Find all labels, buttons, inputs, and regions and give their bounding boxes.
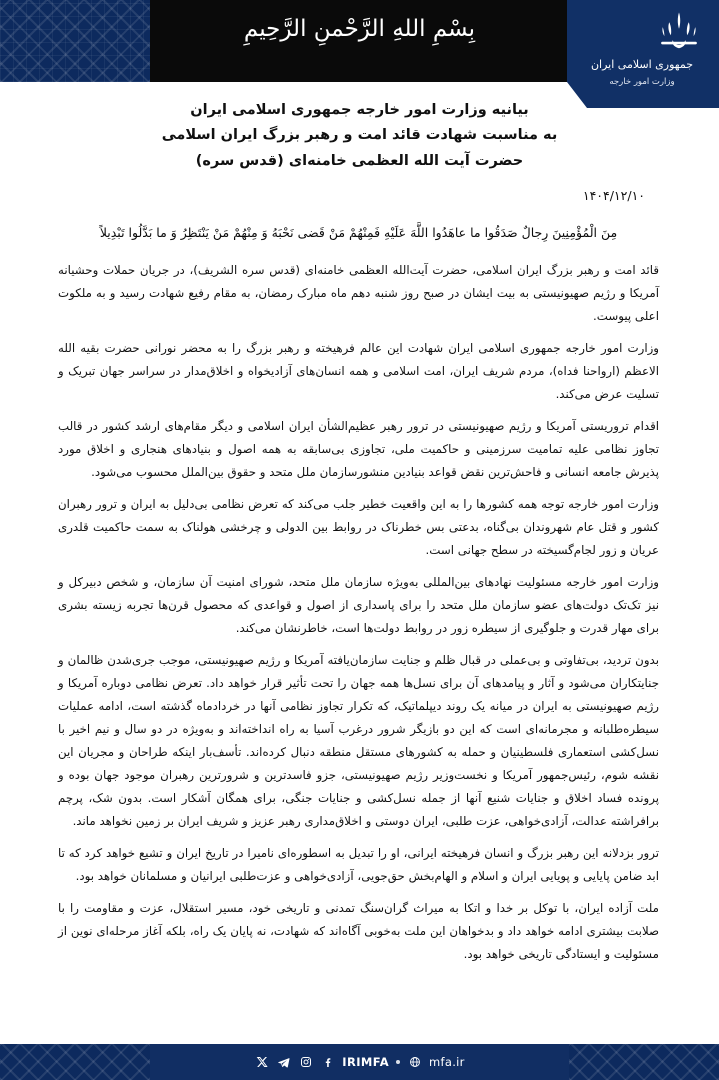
document-body: [0, 221, 719, 966]
emblem-line-ministry: وزارت امور خارجه: [609, 77, 675, 87]
ribbon-fold-decoration: [567, 82, 587, 108]
paragraph: ترور بزدلانه این رهبر بزرگ و انسان فرهیخته ایرانی، او را تبدیل به اسطوره‌ای نامیرا در تاریخ ایران و تشیع خواهد کرد که تا ابد ضامن پایایی و پویایی ایران و اسلام و الهام‌بخش حق‌جویی، آزادی‌خواهی و عزت‌طلبی ایرانیان و مسلمانان خواهد بود.: [58, 845, 659, 883]
globe-icon: [407, 1055, 422, 1070]
x-twitter-icon[interactable]: [254, 1055, 269, 1070]
footer-pattern-left: [0, 1044, 150, 1080]
document-date: ۱۴۰۴/۱۲/۱۰: [582, 188, 645, 204]
social-handle[interactable]: IRIMFA: [342, 1055, 389, 1069]
separator-dot: [396, 1060, 400, 1064]
ministry-emblem-block: [567, 0, 719, 108]
website-url[interactable]: mfa.ir: [429, 1055, 465, 1069]
paragraph: بدون تردید، بی‌تفاوتی و بی‌عملی در قبال ظلم و جنایت سازمان‌یافته آمریکا و رژیم صهیونیستی، موجب جری‌شدن ظالمان و جنایتکاران می‌شود و آثار و پیامدهای آن برای نسل‌ها همه جهان را تحت تأثیر قرار خواهد داد. تعرض نظامی دوباره آمریکا و رژیم صهیونیستی به ایران در میانه یک روند دیپلماتیک، که تکرار تجاوز نظامی آنها در خردادماه گذشته است، ادامه عملیات سیطره‌طلبانه و مجرمانه‌ای است که این دو بازیگر شرور درغرب آسیا به راه انداخته‌اند و به‌ویژه در دو سال و نیم اخیر با نسل‌کشی استعماری فلسطینیان و حمله به کشورهای مستقل منطقه دنبال کرده‌اند. تأسف‌بار اینکه طراحان و مجریان این نقشه شوم، رئیس‌جمهور آمریکا و نخست‌وزیر رژیم صهیونیستی، جزو فاسدترین و شرورترین رهبران موجود جهان بوده و پرونده فساد اخلاق و جنایات شنیع آنها از جمله نسل‌کشی و جنایات جنگی، برای همگان آشکار است. بدون شک، پرچم برافراشته عدالت، آزادی‌خواهی، عزت طلبی، ایران دوستی و اخلاق‌مداری رهبر عزیز و شریف ایران بر زمین نخواهد ماند.: [58, 652, 659, 828]
paragraph: وزارت امور خارجه توجه همه کشورها را به این واقعیت خطیر جلب می‌کند که تعرض نظامی بی‌دلیل به ایران و ترور رهبران کشور و قتل عام شهروندان بی‌گناه، بدعتی بس خطرناک در روابط بین الدولی و چرخشی هولناک به سمت حاکمیت قلدری عریان و زور لجام‌گسیخته در سطح جهانی است.: [58, 496, 659, 557]
facebook-icon[interactable]: [320, 1055, 335, 1070]
emblem-line-country: جمهوری اسلامی ایران: [590, 58, 694, 71]
page-title: [0, 98, 719, 174]
title-line-2: به مناسبت شهادت قائد امت و رهبر بزرگ ایران اسلامی: [161, 127, 558, 144]
page-footer: [0, 1044, 719, 1080]
footer-pattern-right: [569, 1044, 719, 1080]
header-pattern-left: [0, 0, 150, 82]
telegram-icon[interactable]: [276, 1055, 291, 1070]
bismillah-calligraphy: بِسْمِ اللهِ الرَّحْمنِ الرَّحِيمِ: [243, 16, 476, 42]
instagram-icon[interactable]: [298, 1055, 313, 1070]
footer-social-bar: [150, 1044, 569, 1080]
emblem-caption: [573, 58, 711, 87]
paragraph: اقدام تروریستی آمریکا و رژیم صهیونیستی در ترور رهبر عظیم‌الشأن ایران اسلامی و دیگر مقام‌های ارشد کشور در قالب تجاوز نظامی علیه تمامیت سرزمینی و حاکمیت ملی، تجاوزی بی‌سابقه به همه اصول و بنیادهای هنجاری و اخلاق مورد پذیرش جامعه انسانی و فاحش‌ترین نقض قواعد بنیادین منشورسازمان ملل متحد و حقوق بین‌الملل محسوب می‌شود.: [58, 418, 659, 479]
paragraph: ملت آزاده ایران، با توکل بر خدا و اتکا به میراث گران‌سنگ تمدنی و تاریخی خود، مسیر استقلال، عزت و مقاومت را با صلابت بیشتری ادامه خواهد داد و بدخواهان این ملت به‌خوبی آگاه‌اند که شهادت، نه پایان یک راه، بلکه آغاز مرحله‌ای نوین از مسئولیت و ایستادگی تاریخی خواهد بود.: [58, 900, 659, 961]
paragraph: وزارت امور خارجه مسئولیت نهادهای بین‌المللی به‌ویژه سازمان ملل متحد، شورای امنیت آن سازمان، و شخص دبیرکل و نیز تک‌تک دولت‌های عضو سازمان ملل متحد را برای پاسداری از اصول و قواعدی که محصول قرن‌ها تجربه زیسته بشری برای مهار قدرت و جلوگیری از سیطره زور در روابط دولت‌ها است، خاطرنشان می‌کند.: [58, 574, 659, 635]
title-line-3: حضرت آیت الله العظمی خامنه‌ای (قدس سره): [195, 152, 524, 169]
paragraph: قائد امت و رهبر بزرگ ایران اسلامی، حضرت آیت‌الله العظمی خامنه‌ای (قدس سره الشریف)، در جریان حملات وحشیانه آمریکا و رژیم صهیونیستی به بیت ایشان در صبح روز شنبه دهم ماه مبارک رمضان، به مقام رفیع شهادت رسید و به ملکوت اعلی پیوست.: [58, 262, 659, 323]
iran-emblem-icon: [653, 6, 705, 58]
paragraph: وزارت امور خارجه جمهوری اسلامی ایران شهادت این عالم فرهیخته و رهبر بزرگ را به محضر نورانی حضرت بقیه الله الاعظم (ارواحنا فداه)، مردم شریف ایران، امت اسلامی و همه انسان‌های آزادیخواه و اخلاق‌مدار در سراسر جهان تبریک و تسلیت عرض می‌کند.: [58, 340, 659, 401]
quran-verse: مِنَ الْمُؤْمِنِينَ رِجالٌ صَدَقُوا ما عاهَدُوا اللَّهَ عَلَيْهِ فَمِنْهُمْ مَنْ قَضى‏ نَحْبَهُ وَ مِنْهُمْ مَنْ يَنْتَظِرُ وَ ما بَدَّلُوا تَبْدِيلاً: [99, 225, 618, 241]
title-line-1: بیانیه وزارت امور خارجه جمهوری اسلامی ایران: [190, 102, 529, 118]
